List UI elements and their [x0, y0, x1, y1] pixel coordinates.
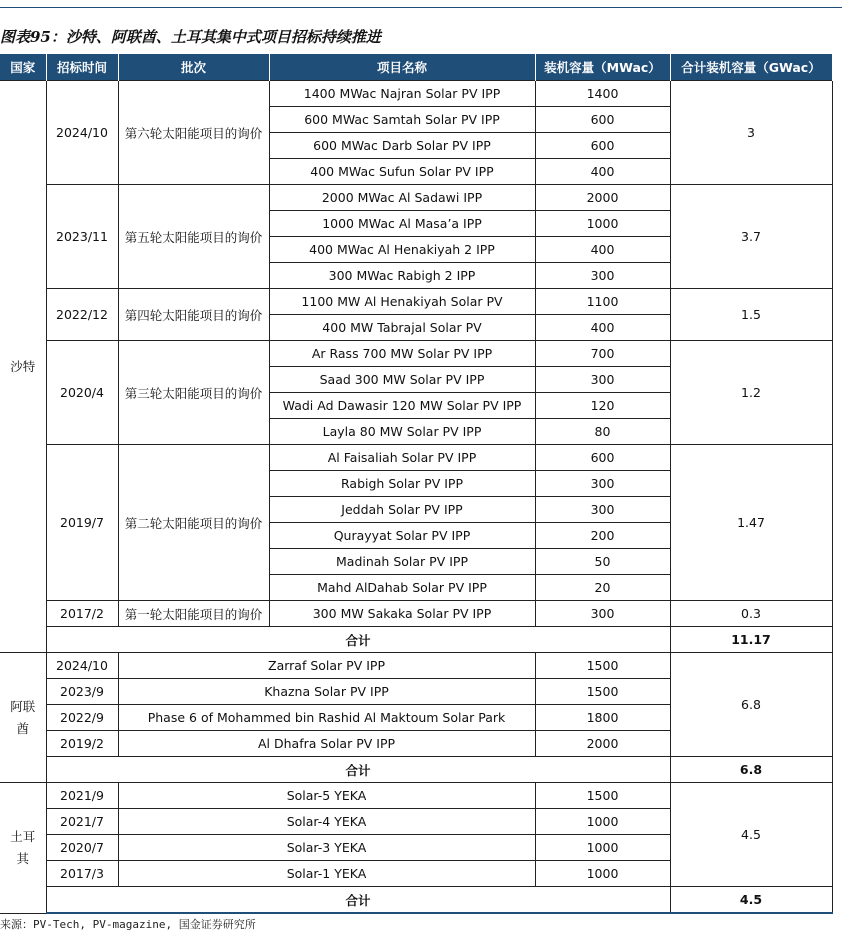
date-cell: 2019/2: [46, 731, 118, 757]
project-cell: Mahd AlDahab Solar PV IPP: [269, 575, 535, 601]
sum-label: 合计: [46, 757, 670, 783]
project-cell: Madinah Solar PV IPP: [269, 549, 535, 575]
capacity-cell: 1500: [535, 653, 670, 679]
project-cell: Solar-5 YEKA: [118, 783, 535, 809]
table-row: [0, 81, 832, 107]
capacity-cell: 400: [535, 315, 670, 341]
date-cell: 2024/10: [46, 81, 118, 185]
capacity-cell: 120: [535, 393, 670, 419]
batch-cell: 第四轮太阳能项目的询价: [118, 289, 269, 341]
batch-cell: 第一轮太阳能项目的询价: [118, 601, 269, 627]
header-batch: 批次: [118, 54, 269, 81]
sum-value: 4.5: [670, 887, 832, 914]
total-capacity-cell: 1.47: [670, 445, 832, 601]
capacity-cell: 600: [535, 133, 670, 159]
batch-cell: 第三轮太阳能项目的询价: [118, 341, 269, 445]
capacity-cell: 200: [535, 523, 670, 549]
date-cell: 2023/11: [46, 185, 118, 289]
capacity-cell: 1000: [535, 835, 670, 861]
date-cell: 2017/2: [46, 601, 118, 627]
capacity-cell: 400: [535, 237, 670, 263]
total-capacity-cell: 1.5: [670, 289, 832, 341]
country-text: 其: [16, 850, 29, 866]
total-capacity-cell: 6.8: [670, 653, 832, 757]
source-note: 来源：PV-Tech, PV-magazine, 国金证券研究所: [0, 918, 256, 931]
date-cell: 2021/9: [46, 783, 118, 809]
batch-cell: 第五轮太阳能项目的询价: [118, 185, 269, 289]
capacity-cell: 400: [535, 159, 670, 185]
project-cell: Qurayyat Solar PV IPP: [269, 523, 535, 549]
project-cell: Al Dhafra Solar PV IPP: [118, 731, 535, 757]
project-cell: Khazna Solar PV IPP: [118, 679, 535, 705]
sum-row: [0, 887, 832, 914]
capacity-cell: 20: [535, 575, 670, 601]
capacity-cell: 300: [535, 263, 670, 289]
total-capacity-cell: 0.3: [670, 601, 832, 627]
header-capacity: 装机容量（MWac）: [535, 54, 670, 81]
sum-row: [0, 757, 832, 783]
project-cell: 2000 MWac Al Sadawi IPP: [269, 185, 535, 211]
table-body: [0, 81, 832, 914]
project-cell: Layla 80 MW Solar PV IPP: [269, 419, 535, 445]
table-row: [0, 601, 832, 627]
country-text: 酋: [16, 720, 29, 736]
capacity-cell: 2000: [535, 731, 670, 757]
capacity-cell: 300: [535, 367, 670, 393]
project-cell: Rabigh Solar PV IPP: [269, 471, 535, 497]
date-cell: 2022/12: [46, 289, 118, 341]
country-text: 土耳: [10, 828, 36, 844]
capacity-cell: 1500: [535, 679, 670, 705]
capacity-cell: 300: [535, 471, 670, 497]
date-cell: 2022/9: [46, 705, 118, 731]
date-cell: 2017/3: [46, 861, 118, 887]
capacity-cell: 1000: [535, 861, 670, 887]
project-cell: 600 MWac Samtah Solar PV IPP: [269, 107, 535, 133]
capacity-cell: 1100: [535, 289, 670, 315]
date-cell: 2024/10: [46, 653, 118, 679]
capacity-cell: 600: [535, 107, 670, 133]
header-project: 项目名称: [269, 54, 535, 81]
table-row: [0, 653, 832, 679]
total-capacity-cell: 1.2: [670, 341, 832, 445]
table-row: [0, 341, 832, 367]
capacity-cell: 300: [535, 601, 670, 627]
country-text: 阿联: [10, 698, 36, 714]
table-row: [0, 783, 832, 809]
date-cell: 2020/7: [46, 835, 118, 861]
sum-value: 11.17: [670, 627, 832, 653]
project-cell: 1100 MW Al Henakiyah Solar PV: [269, 289, 535, 315]
capacity-cell: 2000: [535, 185, 670, 211]
table-row: [0, 445, 832, 471]
capacity-cell: 1500: [535, 783, 670, 809]
header-date: 招标时间: [46, 54, 118, 81]
project-cell: Solar-1 YEKA: [118, 861, 535, 887]
project-cell: 300 MW Sakaka Solar PV IPP: [269, 601, 535, 627]
project-cell: Zarraf Solar PV IPP: [118, 653, 535, 679]
capacity-cell: 1000: [535, 211, 670, 237]
project-cell: Jeddah Solar PV IPP: [269, 497, 535, 523]
project-cell: 400 MWac Sufun Solar PV IPP: [269, 159, 535, 185]
capacity-cell: 1000: [535, 809, 670, 835]
project-cell: Saad 300 MW Solar PV IPP: [269, 367, 535, 393]
figure-title: 图表95：沙特、阿联酋、土耳其集中式项目招标持续推进: [0, 28, 381, 46]
date-cell: 2021/7: [46, 809, 118, 835]
sum-row: [0, 627, 832, 653]
capacity-cell: 50: [535, 549, 670, 575]
batch-cell: 第二轮太阳能项目的询价: [118, 445, 269, 601]
date-cell: 2023/9: [46, 679, 118, 705]
projects-table: [0, 54, 833, 914]
country-cell: [0, 653, 46, 783]
project-cell: 1400 MWac Najran Solar PV IPP: [269, 81, 535, 107]
header-total-capacity: 合计装机容量（GWac）: [670, 54, 832, 81]
project-cell: Phase 6 of Mohammed bin Rashid Al Maktoum Solar Park: [118, 705, 535, 731]
capacity-cell: 1800: [535, 705, 670, 731]
capacity-cell: 1400: [535, 81, 670, 107]
top-rule: [0, 7, 842, 8]
capacity-cell: 700: [535, 341, 670, 367]
country-cell: [0, 783, 46, 914]
country-cell: 沙特: [0, 81, 46, 653]
project-cell: 1000 MWac Al Masa’a IPP: [269, 211, 535, 237]
project-cell: Solar-3 YEKA: [118, 835, 535, 861]
project-cell: 600 MWac Darb Solar PV IPP: [269, 133, 535, 159]
project-cell: Ar Rass 700 MW Solar PV IPP: [269, 341, 535, 367]
capacity-cell: 80: [535, 419, 670, 445]
batch-cell: 第六轮太阳能项目的询价: [118, 81, 269, 185]
sum-value: 6.8: [670, 757, 832, 783]
date-cell: 2019/7: [46, 445, 118, 601]
header-country: 国家: [0, 54, 46, 81]
table-row: [0, 289, 832, 315]
total-capacity-cell: 3.7: [670, 185, 832, 289]
total-capacity-cell: 4.5: [670, 783, 832, 887]
project-cell: Solar-4 YEKA: [118, 809, 535, 835]
project-cell: 400 MW Tabrajal Solar PV: [269, 315, 535, 341]
project-cell: Al Faisaliah Solar PV IPP: [269, 445, 535, 471]
capacity-cell: 300: [535, 497, 670, 523]
total-capacity-cell: 3: [670, 81, 832, 185]
header-row: [0, 54, 832, 81]
date-cell: 2020/4: [46, 341, 118, 445]
sum-label: 合计: [46, 627, 670, 653]
project-cell: Wadi Ad Dawasir 120 MW Solar PV IPP: [269, 393, 535, 419]
project-cell: 300 MWac Rabigh 2 IPP: [269, 263, 535, 289]
capacity-cell: 600: [535, 445, 670, 471]
project-cell: 400 MWac Al Henakiyah 2 IPP: [269, 237, 535, 263]
table-row: [0, 185, 832, 211]
sum-label: 合计: [46, 887, 670, 914]
